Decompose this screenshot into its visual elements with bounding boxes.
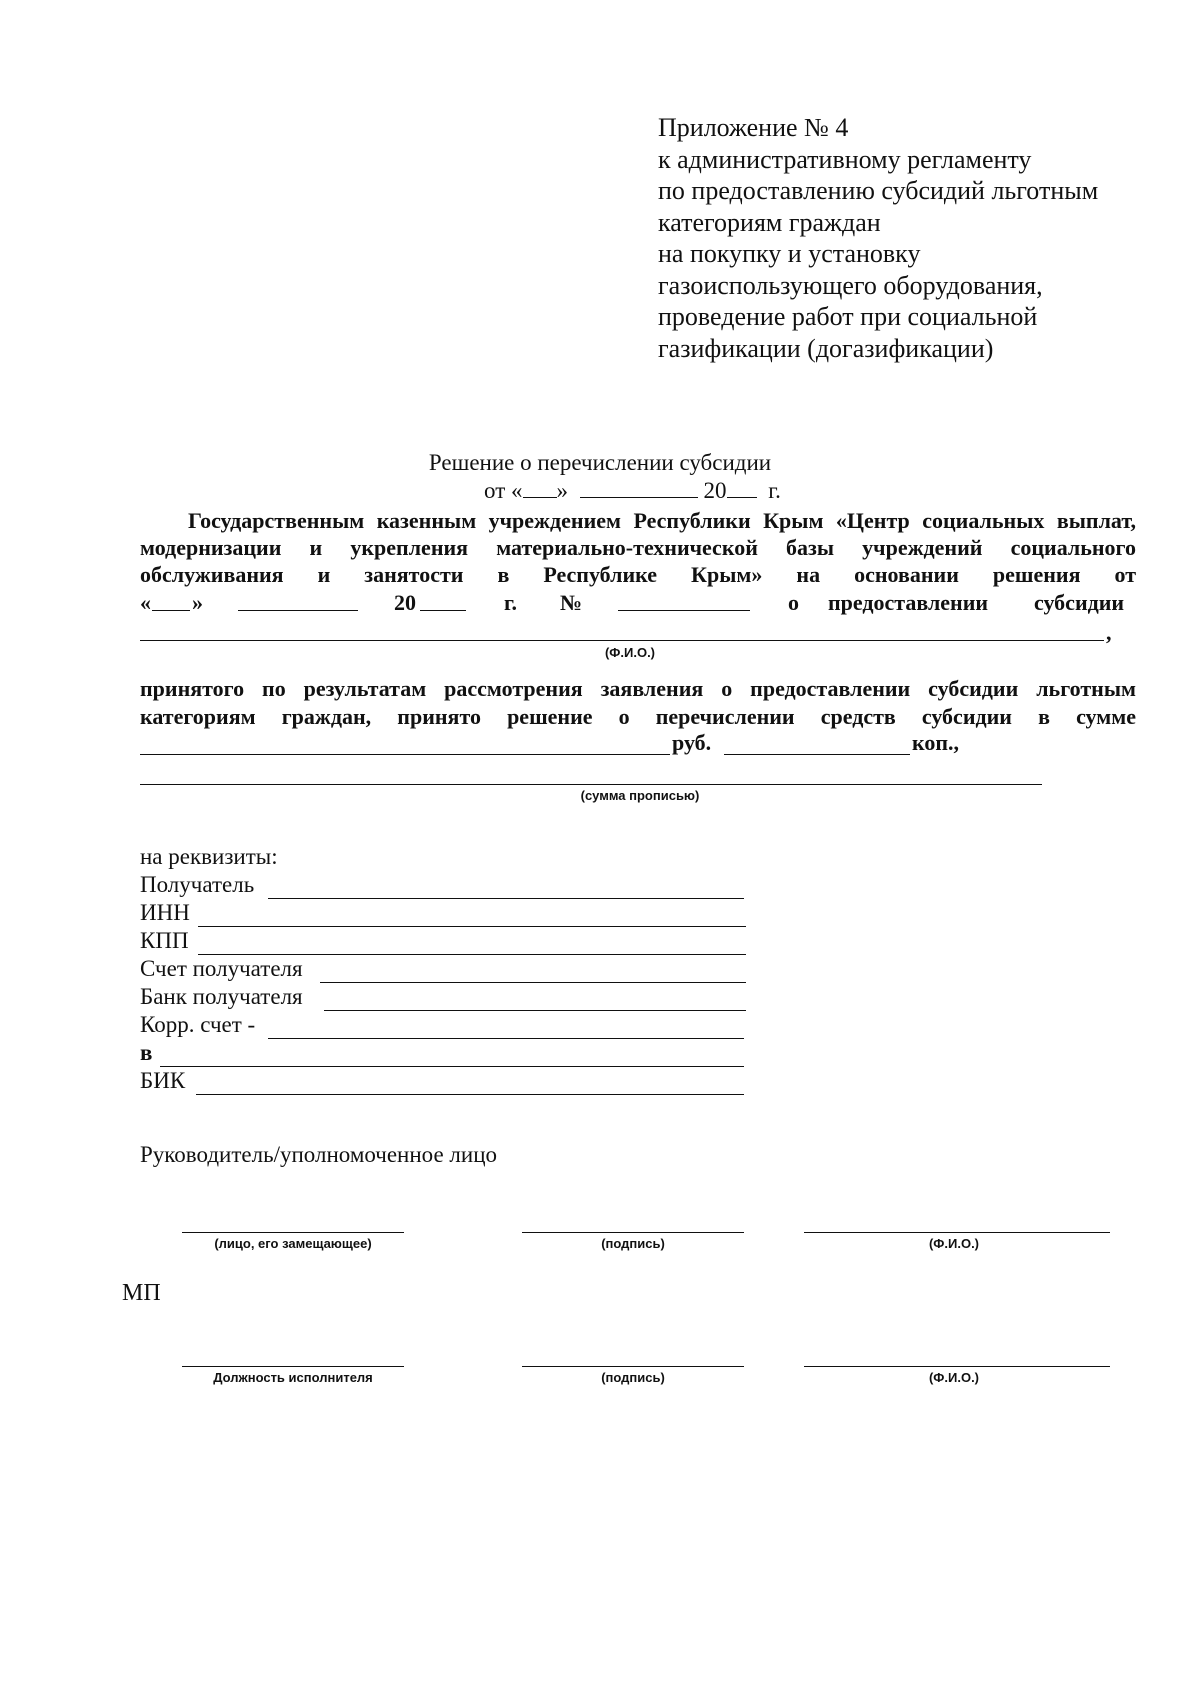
- appendix-header: [658, 112, 1158, 364]
- o-label: о: [788, 590, 799, 615]
- kpp-label: КПП: [140, 928, 189, 953]
- body-line: обслуживания и занятости в Республике Крым» на основании решения от: [140, 562, 1136, 587]
- month-blank: [580, 479, 698, 498]
- requisite-v: [140, 1040, 152, 1068]
- v-line: [160, 1066, 744, 1067]
- appendix-line: категориям граждан: [658, 207, 881, 237]
- g-label: г.: [504, 590, 518, 615]
- fio-sign-line-2: [804, 1366, 1110, 1367]
- requisite-inn: [140, 900, 190, 928]
- body-line: категориям граждан, принято решение о перечислении средств субсидии в сумме: [140, 704, 1136, 729]
- recipient-label: Получатель: [140, 872, 255, 897]
- account-label: Счет получателя: [140, 956, 303, 981]
- date-prefix: от «: [484, 478, 523, 503]
- inn-line: [198, 926, 746, 927]
- subsidy-label: субсидии: [1034, 590, 1125, 615]
- appendix-line: проведение работ при социальной: [658, 302, 1038, 331]
- account-line: [320, 982, 746, 983]
- kop-label: коп.,: [912, 730, 960, 755]
- predostavlenii-label: предоставлении: [828, 590, 989, 615]
- position-caption: Должность исполнителя: [213, 1370, 373, 1385]
- corr-label: Корр. счет -: [140, 1012, 256, 1037]
- decision-title: Решение о перечислении субсидии: [428, 450, 772, 475]
- year-label: 20: [394, 590, 416, 615]
- position-line: [182, 1366, 404, 1367]
- appendix-line: к административному регламенту: [658, 144, 1032, 174]
- year-blank: [420, 592, 466, 611]
- bank-label: Банк получателя: [140, 984, 303, 1009]
- bik-line: [196, 1094, 744, 1095]
- fio-comma: ,: [1106, 620, 1112, 645]
- appendix-line: газоиспользующего оборудования,: [658, 270, 1043, 300]
- body-line: Государственным казенным учреждением Республики Крым «Центр социальных выплат,: [188, 508, 1136, 533]
- requisite-recipient: [140, 872, 254, 900]
- appendix-line: по предоставлению субсидий льготным: [658, 176, 1099, 205]
- rub-label: руб.: [672, 730, 712, 755]
- fio-sign-caption-2: (Ф.И.О.): [928, 1370, 980, 1385]
- body-line: модернизации и укрепления материально-технической базы учреждений социального: [140, 535, 1136, 560]
- signature-caption-2: (подпись): [601, 1370, 665, 1385]
- kpp-line: [198, 954, 746, 955]
- requisites-heading: на реквизиты:: [140, 844, 278, 869]
- v-label: в: [140, 1040, 153, 1065]
- deputy-line: [182, 1232, 404, 1233]
- quote-open: «: [140, 590, 151, 615]
- inn-label: ИНН: [140, 900, 190, 925]
- date-mid: »: [556, 478, 568, 503]
- fio-sign-line: [804, 1232, 1110, 1233]
- appendix-line: на покупку и установку: [658, 239, 921, 268]
- recipient-line: [268, 898, 744, 899]
- sum-rub-line: [140, 754, 670, 755]
- deputy-caption: (лицо, его замещающее): [214, 1236, 372, 1251]
- number-sign: №: [560, 590, 583, 615]
- requisite-corr: [140, 1012, 255, 1040]
- fio-sign-caption: (Ф.И.О.): [928, 1236, 980, 1251]
- requisite-bik: [140, 1068, 185, 1096]
- fio-line: [140, 640, 1104, 641]
- year-blank: [727, 479, 757, 498]
- date-year: 20: [703, 478, 727, 503]
- fio-caption: (Ф.И.О.): [604, 645, 656, 660]
- appendix-line: газификации (догазификации): [658, 333, 994, 363]
- sum-caption: (сумма прописью): [580, 788, 700, 803]
- bank-line: [324, 1010, 746, 1011]
- requisite-account: [140, 956, 303, 984]
- stamp-place: МП: [122, 1280, 161, 1306]
- requisite-kpp: [140, 928, 189, 956]
- number-blank: [618, 592, 750, 611]
- sum-kop-line: [724, 754, 910, 755]
- decision-date-line: [484, 478, 781, 504]
- corr-line: [268, 1038, 744, 1039]
- signature-caption: (подпись): [601, 1236, 665, 1251]
- signer-heading: Руководитель/уполномоченное лицо: [140, 1142, 498, 1167]
- month-blank: [238, 592, 358, 611]
- date-suffix: г.: [768, 478, 781, 503]
- requisite-bank: [140, 984, 303, 1012]
- body-line: принятого по результатам рассмотрения заявления о предоставлении субсидии льготным: [140, 676, 1136, 701]
- signature-line: [522, 1232, 744, 1233]
- sum-words-line: [140, 784, 1042, 785]
- day-blank: [152, 592, 190, 611]
- signature-line-2: [522, 1366, 744, 1367]
- appendix-number: Приложение № 4: [658, 113, 849, 142]
- quote-close: »: [192, 590, 203, 615]
- day-blank: [523, 479, 557, 498]
- bik-label: БИК: [140, 1068, 186, 1093]
